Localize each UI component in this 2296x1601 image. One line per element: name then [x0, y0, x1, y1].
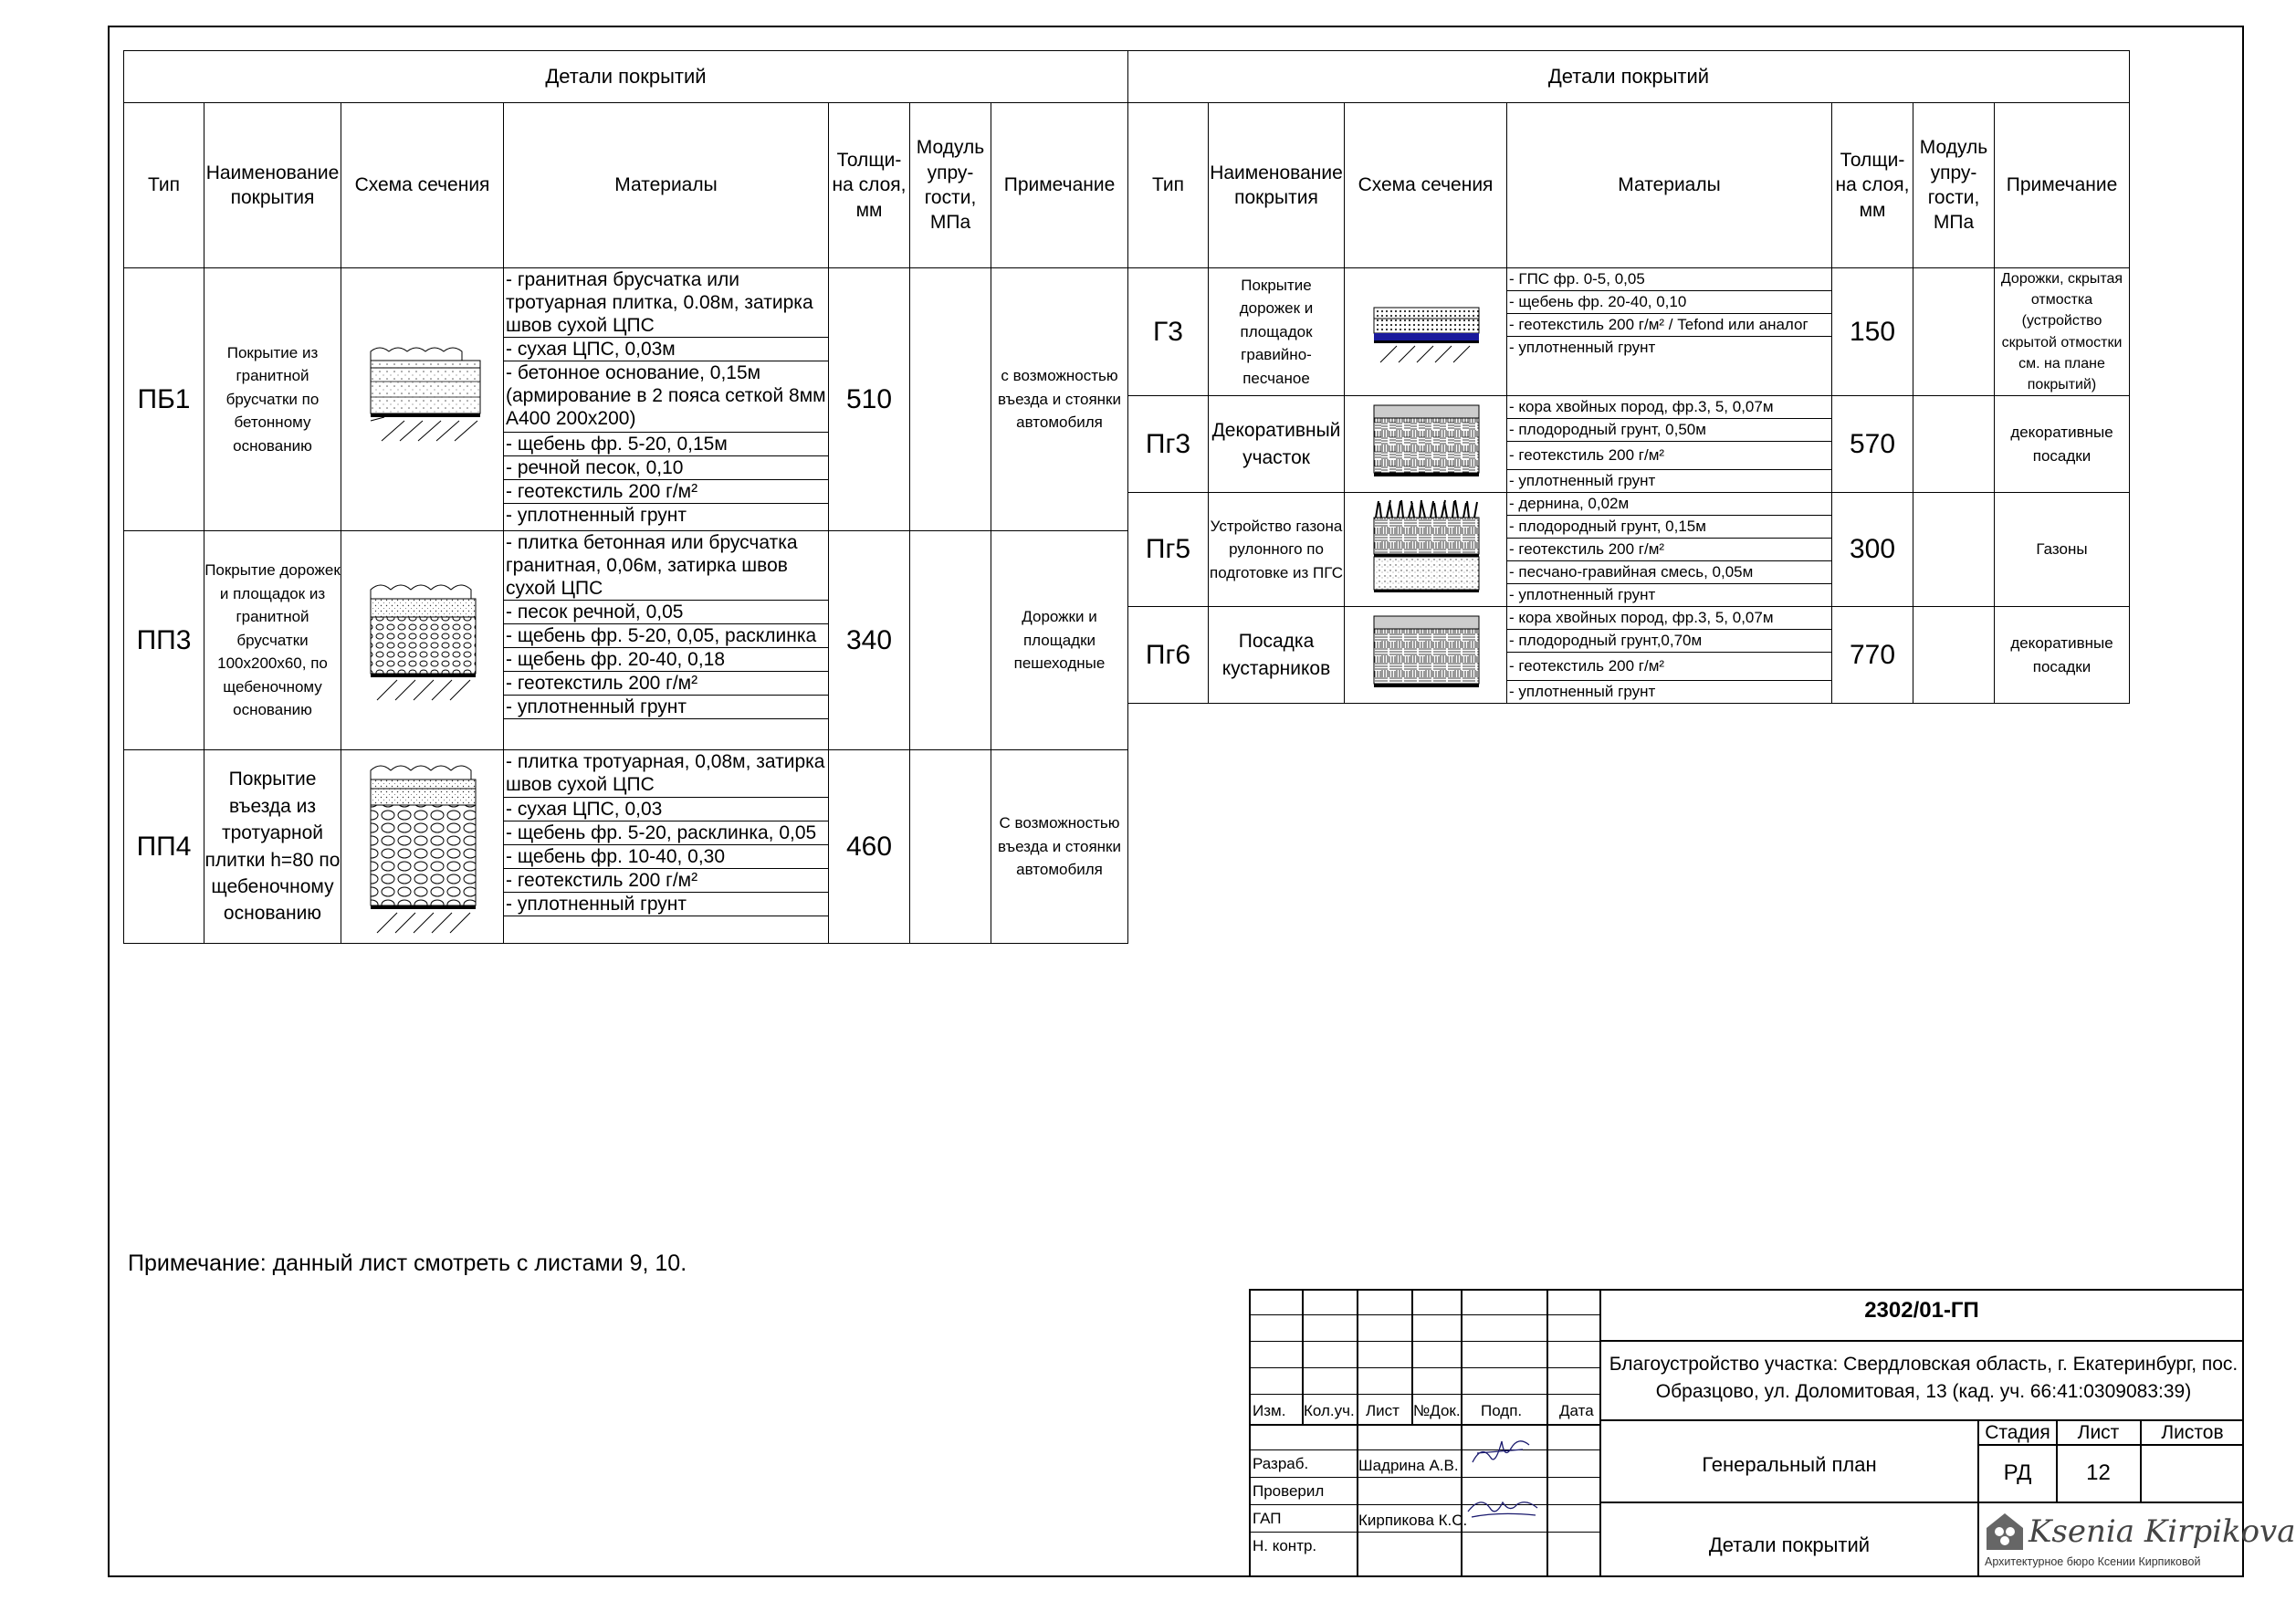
row-note: Дорожки и площадки пешеходные: [991, 531, 1128, 750]
row-name: Покрытие дорожек и площадок гравийно-песчаное: [1209, 268, 1345, 396]
material-line: - плодородный грунт, 0,15м: [1507, 516, 1831, 539]
col-kol-uch: Кол.уч.: [1304, 1402, 1355, 1419]
row-thickness: 510: [829, 268, 910, 531]
material-line: - уплотненный грунт: [1509, 339, 1656, 356]
section-scheme-drawing: [363, 340, 482, 459]
row-name: Посадка кустарников: [1209, 607, 1345, 704]
material-line: - геотекстиль 200 г/м²: [504, 480, 828, 504]
sheet-footnote: Примечание: данный лист смотреть с листами 9, 10.: [128, 1250, 687, 1276]
materials-cell: [1507, 493, 1832, 607]
row-type: ПБ1: [124, 268, 204, 531]
table-row: [124, 268, 1128, 531]
bureau-logo-icon: [1985, 1512, 2025, 1552]
materials-cell: [1507, 396, 1832, 493]
material-line: - геотекстиль 200 г/м²: [1507, 442, 1831, 470]
materials-cell: [504, 531, 829, 750]
material-line: - кора хвойных пород, фр.3, 5, 0,07м: [1507, 607, 1831, 630]
section-scheme-drawing: [1367, 497, 1485, 602]
project-name: Благоустройство участка: Свердловская область, г. Екатеринбург, пос. Образцово, ул. Доломитовая, 13 (кад. уч. 66:41:0309083:39): [1609, 1354, 2238, 1403]
name-razrab: Шадрина А.В.: [1358, 1457, 1459, 1474]
header-type: Тип: [124, 103, 204, 268]
stage-value: РД: [2003, 1460, 2032, 1485]
section-scheme: [341, 531, 504, 750]
row-modulus: [1913, 493, 1995, 607]
row-thickness: 460: [829, 750, 910, 944]
col-list: Лист: [1366, 1402, 1400, 1419]
header-name: Наименование покрытия: [204, 103, 341, 268]
material-line: - уплотненный грунт: [1509, 586, 1656, 604]
material-line: - речной песок, 0,10: [504, 456, 828, 480]
row-name: Устройство газона рулонного по подготовке из ПГС: [1209, 493, 1345, 607]
sheets-label: Листов: [2161, 1422, 2224, 1443]
material-line: - щебень фр. 5-20, 0,15м: [504, 433, 828, 456]
table-row: [124, 531, 1128, 750]
material-line: - уплотненный грунт: [504, 893, 828, 916]
material-line: - щебень фр. 5-20, расклинка, 0,05: [504, 821, 828, 845]
header-note: Примечание: [991, 103, 1128, 268]
title-block: [1249, 1289, 2296, 1577]
material-line: - плитка тротуарная, 0,08м, затирка швов сухой ЦПС: [504, 750, 828, 798]
row-type: Пг5: [1128, 493, 1209, 607]
name-gap: Кирпикова К.С.: [1358, 1512, 1468, 1529]
header-name: Наименование покрытия: [1209, 103, 1345, 268]
row-thickness: 570: [1832, 396, 1913, 493]
material-line: - сухая ЦПС, 0,03м: [504, 338, 828, 361]
row-modulus: [910, 268, 991, 531]
materials-cell: [504, 268, 829, 531]
table-title: Детали покрытий: [1128, 51, 2130, 103]
material-line: - геотекстиль 200 г/м²: [504, 672, 828, 696]
col-izm: Изм.: [1253, 1402, 1286, 1419]
row-modulus: [910, 750, 991, 944]
material-line: - геотекстиль 200 г/м²: [504, 869, 828, 893]
material-line: - уплотненный грунт: [1509, 683, 1656, 701]
table-row: [1128, 607, 2130, 704]
row-type: ПП4: [124, 750, 204, 944]
section-scheme-drawing: [1367, 401, 1485, 487]
col-ndok: №Док.: [1413, 1402, 1461, 1419]
material-line: - щебень фр. 5-20, 0,05, расклинка: [504, 624, 828, 648]
role-n-kontr: Н. контр.: [1253, 1537, 1317, 1554]
section-scheme: [1345, 493, 1507, 607]
row-note: Газоны: [1995, 493, 2130, 607]
row-type: Г3: [1128, 268, 1209, 396]
col-podp: Подп.: [1481, 1402, 1523, 1419]
material-line: - плитка бетонная или брусчатка гранитная, 0,06м, затирка швов сухой ЦПС: [504, 531, 828, 601]
header-scheme: Схема сечения: [1345, 103, 1507, 268]
material-line: - бетонное основание, 0,15м (армирование в 2 пояса сеткой 8мм А400 200х200): [504, 361, 828, 433]
header-modulus: Модуль упру-гости, МПа: [910, 103, 991, 268]
row-modulus: [1913, 607, 1995, 704]
row-name: Покрытие въезда из тротуарной плитки h=80 по щебеночному основанию: [204, 750, 341, 944]
material-line: - кора хвойных пород, фр.3, 5, 0,07м: [1507, 396, 1831, 419]
material-line: - песок речной, 0,05: [504, 601, 828, 624]
col-data: Дата: [1559, 1402, 1594, 1419]
signature-2-icon: [1464, 1491, 1543, 1528]
materials-cell: [504, 750, 829, 944]
logo-subtext: Архитектурное бюро Ксении Кирпиковой: [1985, 1555, 2201, 1568]
row-type: Пг6: [1128, 607, 1209, 704]
material-line: - уплотненный грунт: [506, 505, 687, 526]
section-scheme-drawing: [363, 577, 482, 705]
header-modulus: Модуль упру-гости, МПа: [1913, 103, 1995, 268]
material-line: - щебень фр. 20-40, 0,18: [504, 648, 828, 672]
table-row: [1128, 268, 2130, 396]
material-line: - гранитная брусчатка или тротуарная плитка, 0.08м, затирка швов сухой ЦПС: [504, 268, 828, 338]
row-name: Покрытие дорожек и площадок из гранитной брусчатки 100х200х60, по щебеночному основанию: [204, 531, 341, 750]
material-line: - плодородный грунт, 0,50м: [1507, 419, 1831, 442]
row-note: декоративные посадки: [1995, 396, 2130, 493]
role-gap: ГАП: [1253, 1510, 1282, 1527]
row-thickness: 150: [1832, 268, 1913, 396]
signature-1-icon: [1468, 1435, 1541, 1471]
material-line: - плодородный грунт,0,70м: [1507, 630, 1831, 653]
table-row: [1128, 493, 2130, 607]
section-scheme: [341, 750, 504, 944]
stage-label: Стадия: [1985, 1422, 2050, 1443]
sheet-value: 12: [2086, 1460, 2111, 1485]
material-line: - сухая ЦПС, 0,03: [504, 798, 828, 821]
section-scheme: [1345, 607, 1507, 704]
material-line: - геотекстиль 200 г/м²: [1507, 653, 1831, 681]
left-coverings-table: [123, 50, 1128, 944]
material-line: - уплотненный грунт: [1509, 472, 1656, 490]
drawing-code: 2302/01-ГП: [1864, 1298, 1979, 1323]
header-type: Тип: [1128, 103, 1209, 268]
material-line: - уплотненный грунт: [504, 696, 828, 719]
table-row: [1128, 396, 2130, 493]
header-note: Примечание: [1995, 103, 2130, 268]
material-line: - щебень фр. 10-40, 0,30: [504, 845, 828, 869]
materials-cell: [1507, 268, 1832, 396]
row-note: декоративные посадки: [1995, 607, 2130, 704]
materials-cell: [1507, 607, 1832, 704]
material-line: - геотекстиль 200 г/м²: [1507, 539, 1831, 561]
sheet-title: Детали покрытий: [1708, 1533, 1871, 1556]
row-note: Дорожки, скрытая отмостка (устройство скрытой отмостки см. на плане покрытий): [1995, 268, 2130, 396]
row-type: Пг3: [1128, 396, 1209, 493]
material-line: - геотекстиль 200 г/м² / Tefond или аналог: [1507, 314, 1831, 337]
material-line: - дернина, 0,02м: [1507, 493, 1831, 516]
row-thickness: 340: [829, 531, 910, 750]
header-materials: Материалы: [1507, 103, 1832, 268]
row-note: с возможностью въезда и стоянки автомобиля: [991, 268, 1128, 531]
header-thickness: Толщи-на слоя, мм: [829, 103, 910, 268]
row-thickness: 770: [1832, 607, 1913, 704]
logo-text: Ksenia Kirpikova: [2029, 1513, 2296, 1550]
row-type: ПП3: [124, 531, 204, 750]
row-name: Декоративный участок: [1209, 396, 1345, 493]
section-scheme: [1345, 268, 1507, 396]
section-scheme-drawing: [1367, 612, 1485, 698]
section-title: Генеральный план: [1702, 1453, 1877, 1476]
right-coverings-table: [1127, 50, 2130, 704]
role-proveril: Проверил: [1253, 1482, 1325, 1500]
role-razrab: Разраб.: [1253, 1455, 1309, 1472]
header-scheme: Схема сечения: [341, 103, 504, 268]
material-line: - щебень фр. 20-40, 0,10: [1507, 291, 1831, 314]
sheet-label: Лист: [2077, 1422, 2120, 1443]
row-modulus: [910, 531, 991, 750]
table-row: [124, 750, 1128, 944]
material-line: - песчано-гравийная смесь, 0,05м: [1507, 561, 1831, 584]
material-line: - ГПС фр. 0-5, 0,05: [1507, 268, 1831, 291]
section-scheme-drawing: [1367, 300, 1485, 364]
row-modulus: [1913, 396, 1995, 493]
row-note: С возможностью въезда и стоянки автомобиля: [991, 750, 1128, 944]
header-thickness: Толщи-на слоя, мм: [1832, 103, 1913, 268]
header-materials: Материалы: [504, 103, 829, 268]
section-scheme: [1345, 396, 1507, 493]
row-thickness: 300: [1832, 493, 1913, 607]
row-name: Покрытие из гранитной брусчатки по бетонному основанию: [204, 268, 341, 531]
row-modulus: [1913, 268, 1995, 396]
section-scheme: [341, 268, 504, 531]
table-title: Детали покрытий: [124, 51, 1128, 103]
section-scheme-drawing: [363, 758, 482, 936]
